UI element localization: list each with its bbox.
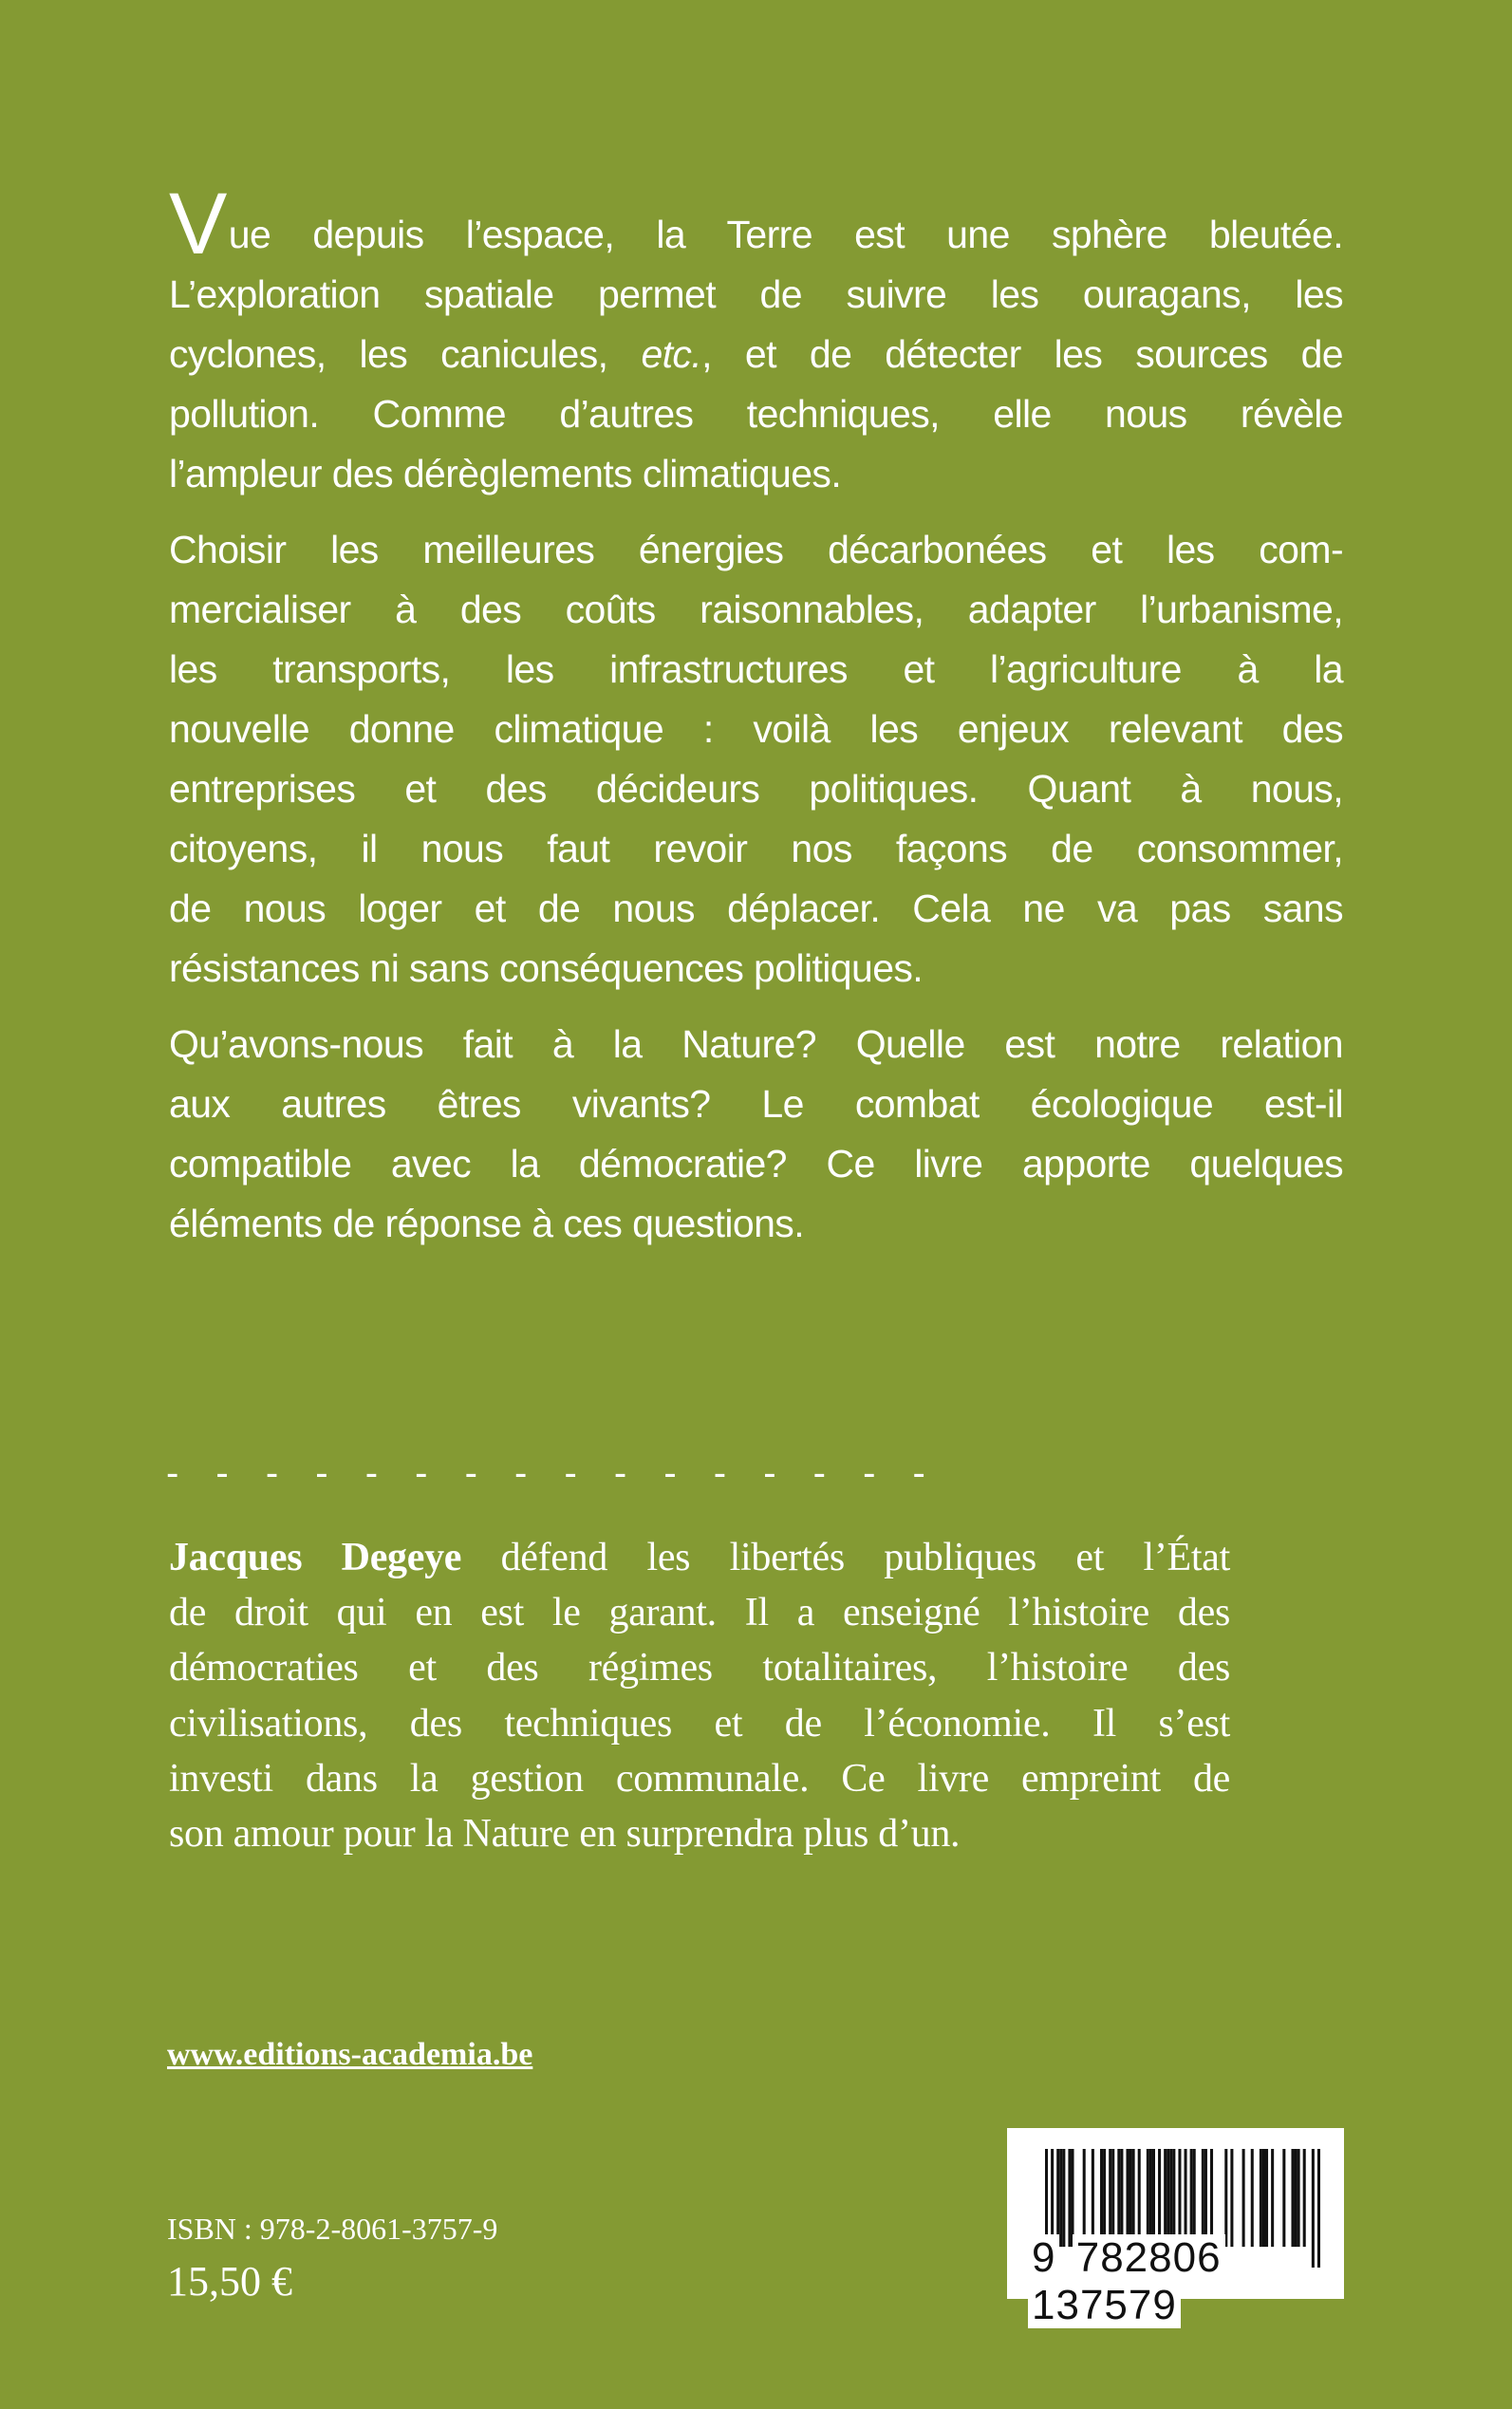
barcode-bar — [1083, 2149, 1086, 2247]
barcode-bar — [1210, 2149, 1213, 2247]
intro-line: pollution. Comme d’autres techniques, elle nous révèle — [169, 392, 1343, 436]
barcode-bar — [1103, 2149, 1106, 2247]
barcode-bar — [1260, 2149, 1262, 2247]
barcode-bar — [1204, 2149, 1207, 2247]
intro-line: L’exploration spatiale permet de suivre les ouragans, les — [169, 272, 1343, 316]
barcode-bar — [1138, 2149, 1141, 2247]
barcode-digit-group: 137579 — [1028, 2282, 1181, 2328]
barcode-bar — [1059, 2149, 1062, 2247]
intro-line: l’ampleur des dérèglements climatiques. — [169, 452, 842, 495]
barcode-bar — [1158, 2149, 1161, 2247]
barcode-bar — [1126, 2149, 1129, 2247]
barcode-bar — [1297, 2149, 1300, 2247]
text-line: les transports, les infrastructures et l’agriculture à la — [169, 647, 1343, 691]
barcode-bar — [1193, 2149, 1196, 2247]
barcode-digits — [1028, 2234, 1344, 2329]
barcode-bar — [1056, 2149, 1059, 2247]
text-line: investi dans la gestion communale. Ce livre empreint de — [169, 1756, 1230, 1801]
paragraph-3 — [169, 1015, 1343, 1254]
text-line — [169, 1530, 1230, 1585]
text-line: Qu’avons-nous fait à la Nature? Quelle est notre relation — [169, 1022, 1343, 1066]
barcode-bar — [1172, 2149, 1175, 2247]
text-line: éléments de réponse à ces questions. — [169, 1202, 804, 1245]
isbn: ISBN : 978-2-8061-3757-9 — [167, 2212, 498, 2246]
publisher-website-link[interactable]: www.editions-academia.be — [167, 2037, 533, 2072]
text-line: de droit qui en est le garant. Il a enseigné l’histoire des — [169, 1591, 1230, 1635]
barcode-bar — [1303, 2149, 1306, 2247]
barcode-bar — [1167, 2149, 1169, 2247]
text-line: démocraties et des régimes totalitaires, l’histoire des — [169, 1646, 1230, 1690]
barcode-bar — [1295, 2149, 1297, 2247]
intro-paragraph — [169, 176, 1344, 504]
barcode-bar — [1062, 2149, 1065, 2247]
bio-text: défend les libertés publiques et l’État — [461, 1536, 1230, 1579]
dashed-separator: - - - - - - - - - - - - - - - - — [166, 1452, 939, 1494]
text-line: résistances ni sans conséquences politiques. — [169, 946, 924, 990]
barcode-bar — [1169, 2149, 1172, 2247]
text-line: compatible avec la démocratie? Ce livre apporte quelques — [169, 1142, 1343, 1186]
text-line: civilisations, des techniques et de l’économie. Il s’est — [169, 1701, 1230, 1746]
barcode-bar — [1282, 2149, 1285, 2247]
barcode-bar — [1109, 2149, 1111, 2247]
intro-line: cyclones, les canicules, etc., et de détecter les sources de — [169, 332, 1344, 376]
barcode-digit-first: 9 — [1028, 2234, 1059, 2281]
price: 15,50 € — [167, 2258, 292, 2305]
drop-cap: V — [169, 176, 227, 272]
barcode-bar — [1129, 2149, 1132, 2247]
barcode — [1007, 2128, 1344, 2328]
barcode-bar — [1068, 2149, 1071, 2247]
barcode-bar — [1100, 2149, 1103, 2247]
barcode-bar — [1120, 2149, 1123, 2247]
barcode-bar — [1251, 2149, 1254, 2247]
author-bio — [169, 1530, 1230, 1861]
text-line: Choisir les meilleures énergies décarbonées et les com- — [169, 528, 1343, 571]
barcode-bar — [1152, 2149, 1155, 2247]
text-line: son amour pour la Nature en surprendra plus d’un. — [169, 1812, 961, 1857]
barcode-bar — [1265, 2149, 1268, 2247]
barcode-bar — [1147, 2149, 1149, 2247]
text-line: aux autres êtres vivants? Le combat écologique est-il — [169, 1082, 1343, 1126]
italic-etc: etc. — [641, 332, 702, 376]
text-line: citoyens, il nous faut revoir nos façons de consommer, — [169, 827, 1343, 870]
author-name: Jacques Degeye — [169, 1536, 462, 1579]
intro-line-text: ue depuis l’espace, la Terre est une sphère bleutée. — [228, 213, 1343, 256]
text-line: nouvelle donne climatique : voilà les enjeux relevant des — [169, 707, 1343, 751]
barcode-bar — [1092, 2149, 1094, 2247]
barcode-bar — [1291, 2149, 1294, 2247]
text-line: de nous loger et de nous déplacer. Cela ne va pas sans — [169, 887, 1343, 930]
paragraph-2 — [169, 520, 1343, 999]
barcode-bar — [1242, 2149, 1245, 2247]
barcode-bar — [1190, 2149, 1193, 2247]
barcode-bar — [1224, 2149, 1227, 2247]
barcode-bar — [1230, 2149, 1233, 2247]
barcode-bar — [1111, 2149, 1114, 2247]
text-line: entreprises et des décideurs politiques. Quant à nous, — [169, 767, 1343, 811]
barcode-bar — [1202, 2149, 1204, 2247]
barcode-bar — [1271, 2149, 1274, 2247]
barcode-bar — [1117, 2149, 1120, 2247]
text-line: mercialiser à des coûts raisonnables, adapter l’urbanisme, — [169, 588, 1343, 631]
barcode-bar — [1149, 2149, 1152, 2247]
barcode-bar — [1071, 2149, 1073, 2247]
barcode-bar — [1262, 2149, 1265, 2247]
intro-line — [169, 176, 1343, 272]
barcode-bar — [1164, 2149, 1167, 2247]
barcode-digit-group: 782806 — [1073, 2234, 1225, 2281]
barcode-bar — [1132, 2149, 1135, 2247]
